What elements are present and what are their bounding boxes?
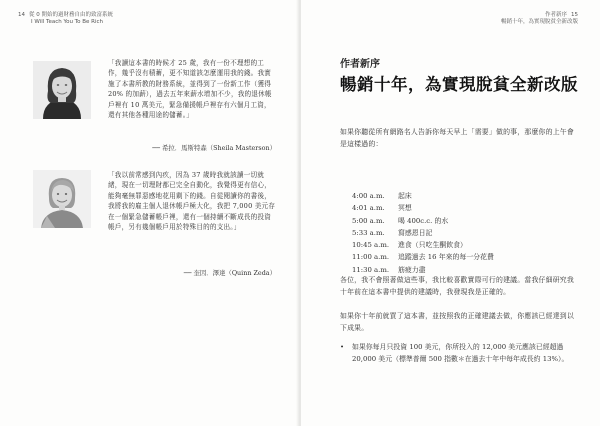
right-page-number: 15 [571, 12, 578, 18]
schedule-row [352, 251, 572, 263]
section-label: 作者新序 [340, 59, 380, 70]
body-paragraph-1: 如果你聽從所有網路名人告訴你每天早上「需要」做的事，那麼你的上午會是這樣過的： [340, 128, 574, 148]
left-page-number: 14 [18, 12, 25, 18]
schedule-row [352, 202, 572, 214]
morning-schedule-list [352, 190, 572, 276]
chapter-title: 暢銷十年，為實現脫貧全新改版 [340, 75, 578, 94]
right-running-head [501, 12, 578, 26]
schedule-time: 11:30 a.m. [352, 265, 390, 274]
left-running-head [18, 12, 113, 26]
schedule-time: 4:00 a.m. [352, 192, 385, 200]
schedule-activity: 筋疲力盡 [398, 265, 426, 274]
schedule-time: 5:33 a.m. [352, 228, 385, 237]
testimonial-attribution-2: ── 奎因．澤達（Quinn Zeda） [183, 269, 276, 277]
schedule-time: 10:45 a.m. [352, 241, 390, 250]
right-running-subtitle: 暢銷十年，為實現脫貧全新改版 [500, 19, 578, 25]
schedule-activity: 進食（只吃生酮飲食） [398, 241, 467, 250]
schedule-row [352, 215, 572, 227]
schedule-row [352, 190, 572, 202]
schedule-row [352, 227, 572, 239]
body-paragraph-3: 如果你十年前就買了這本書，並按照我的正確建議去做，你應該已經達到以下成果。 [340, 312, 574, 332]
bullet-text: 如果你每月只投資 100 美元，你所投入的 12,000 美元應該已經超過 20,000 美元（標準普爾 500 指數＊在過去十年中每年成長約 13%）。 [352, 343, 569, 363]
right-running-section: 作者新序 [544, 12, 567, 18]
body-paragraph-2: 各位，我不會照著做這些事，我比較喜歡實際可行的建議。當我仔細研究我十年前在這本書中提供的建議時，我發現我是正確的。 [340, 276, 574, 296]
schedule-time: 5:00 a.m. [352, 216, 385, 225]
left-running-title-en: I Will Teach You To Be Rich [31, 19, 103, 25]
schedule-activity: 冥想 [398, 204, 412, 213]
testimonial-quote-2: 「我以前常感到內疚，因為 37 歲時我就該讀一切就緒，現在一切理財都已完全自動化，我覺得更有信心，能夠毫無罪惡感地花用剩下的錢。自從閱讀你的書後，我將我的雇主個人退休帳戶極大化，我把 7,000 美元存在一個緊急儲蓄帳戶裡，還有一個持續不斷成長的投資帳戶，另有幾個帳戶用於特殊目的的支出。」 [108, 171, 276, 232]
portrait-photo-quinn [33, 170, 91, 228]
schedule-activity: 喝 400c.c. 的水 [398, 216, 449, 225]
schedule-activity: 起床 [398, 192, 412, 200]
testimonial-quote-1: 「我讀這本書的時候才 25 歲，我有一份不理想的工作，幾乎沒有積蓄，更不知道該怎麼運用我的錢。我實施了本書所教的財務系統，並得到了一份新工作（獲得 20% 的加薪），過去五年來薪水增加不少，我的退休帳戶裡有 10 萬美元，緊急備援帳戶裡存有六個月工資，還有其他各種用途的儲蓄。」 [108, 59, 272, 120]
schedule-activity: 寫感恩日記 [398, 228, 433, 237]
schedule-time: 4:01 a.m. [352, 204, 385, 213]
schedule-row [352, 239, 572, 251]
bullet-item [340, 341, 576, 365]
testimonial-attribution-1: ── 希拉．馬斯特森（Sheila Masterson） [152, 144, 276, 152]
portrait-photo-sheila [33, 61, 91, 119]
bullet-dot-icon: • [340, 343, 345, 351]
left-page [0, 0, 299, 426]
schedule-time: 11:00 a.m. [352, 253, 390, 262]
schedule-activity: 追蹤過去 16 年來的每一分花費 [398, 253, 494, 262]
left-running-title-zh: 從 0 開始的過財務自由的致富系統 [29, 12, 113, 18]
